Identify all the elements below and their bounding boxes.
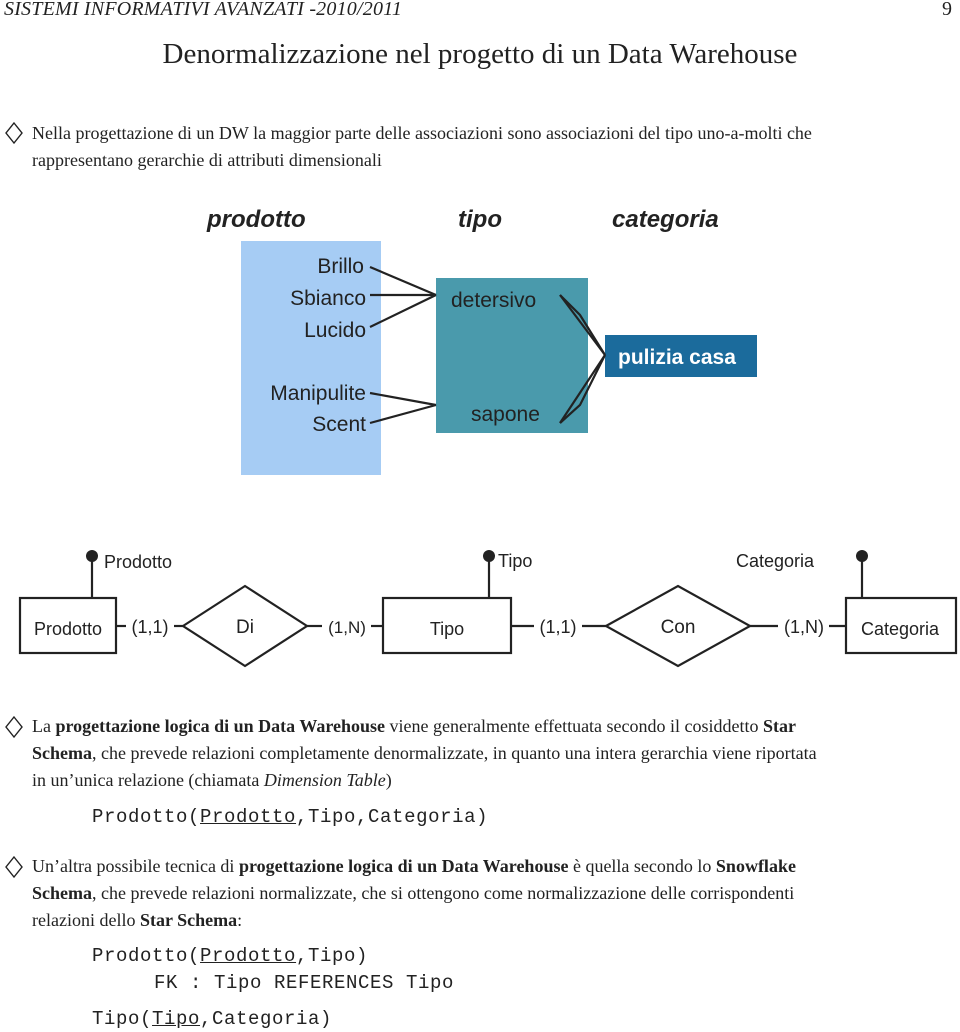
emphasis-text: Schema — [32, 743, 92, 763]
product-label: Lucido — [304, 319, 366, 342]
text-run: viene generalmente effettuata secondo il cosiddetto — [385, 716, 764, 736]
relation-name: Prodotto( — [92, 945, 201, 967]
attribute-dot — [856, 550, 868, 562]
emphasis-text: Snowflake — [715, 856, 796, 876]
type-label: sapone — [471, 403, 540, 426]
product-label: Scent — [312, 413, 366, 436]
attribute-list: ,Categoria) — [200, 1008, 333, 1030]
diamond-bullet-icon — [3, 122, 25, 144]
attribute-dot — [483, 550, 495, 562]
course-header: SISTEMI INFORMATIVI AVANZATI -2010/2011 — [4, 0, 403, 20]
page-title: Denormalizzazione nel progetto di un Data Warehouse — [162, 38, 798, 70]
product-label: Sbianco — [290, 287, 366, 310]
foreign-key-constraint: FK : Tipo REFERENCES Tipo — [154, 972, 455, 994]
attribute-dot — [86, 550, 98, 562]
bullet-text-3 — [32, 853, 957, 934]
relation-label-con: Con — [660, 617, 696, 638]
product-label: Manipulite — [270, 382, 366, 405]
emphasis-text: Star Schema — [139, 910, 238, 930]
attribute-list: ,Tipo) — [296, 945, 369, 967]
emphasis-text: progettazione logica di un Data Warehouse — [238, 856, 569, 876]
text-run: ) — [385, 770, 392, 790]
entity-label-prodotto: Prodotto — [33, 619, 103, 639]
hierarchy-diagram — [0, 195, 960, 485]
emphasis-text: Schema — [32, 883, 92, 903]
text-run: , che prevede relazioni normalizzate, che si ottengono come normalizzazione delle corrispondenti — [92, 883, 795, 903]
page-number: 9 — [942, 0, 952, 20]
bullet-text-2 — [32, 713, 957, 794]
text-run: , che prevede relazioni completamente denormalizzate, in quanto una intera gerarchia viene riportata — [92, 743, 817, 763]
relation-name: Tipo( — [92, 1008, 153, 1030]
cardinality-label: (1,1) — [131, 617, 169, 637]
cardinality-label: (1,N) — [784, 617, 824, 637]
text-run: è quella secondo lo — [568, 856, 716, 876]
relation-name: Prodotto( — [92, 806, 201, 828]
attribute-label-prodotto: Prodotto — [104, 552, 173, 572]
entity-label-categoria: Categoria — [860, 619, 940, 639]
schema-tipo — [92, 1008, 332, 1030]
bullet-text-1 — [32, 120, 957, 174]
attribute-list: ,Tipo,Categoria) — [296, 806, 489, 828]
text-run: La — [32, 716, 56, 736]
product-label: Brillo — [317, 255, 364, 278]
col-header-categoria: categoria — [612, 206, 719, 233]
er-diagram — [0, 540, 960, 680]
text-run: : — [237, 910, 243, 930]
category-label: pulizia casa — [618, 346, 736, 369]
schema-prodotto-denormalized — [92, 806, 488, 828]
primary-key: Prodotto — [200, 945, 297, 967]
attribute-label-tipo: Tipo — [498, 551, 533, 571]
emphasis-text: Star — [763, 716, 797, 736]
text-run: relazioni dello — [32, 910, 140, 930]
bullet1-line1: Nella progettazione di un DW la maggior parte delle associazioni sono associazioni del tipo uno-a-molti che — [32, 123, 812, 143]
cardinality-label: (1,N) — [328, 618, 366, 637]
diamond-bullet-icon — [3, 856, 25, 878]
col-header-tipo: tipo — [458, 206, 502, 233]
relation-label-di: Di — [236, 617, 254, 638]
text-run: Un’altra possibile tecnica di — [32, 856, 239, 876]
emphasis-text: progettazione logica di un Data Warehouse — [55, 716, 385, 736]
type-label: detersivo — [451, 289, 537, 312]
schema-prodotto-snowflake — [92, 945, 368, 967]
attribute-label-categoria: Categoria — [736, 551, 815, 571]
text-run: in un’unica relazione (chiamata — [32, 770, 264, 790]
italic-term: Dimension Table — [263, 770, 386, 790]
bullet1-line2: rappresentano gerarchie di attributi dimensionali — [32, 150, 382, 170]
primary-key: Prodotto — [200, 806, 297, 828]
col-header-prodotto: prodotto — [207, 206, 306, 233]
primary-key: Tipo — [152, 1008, 201, 1030]
entity-label-tipo: Tipo — [429, 619, 465, 639]
cardinality-label: (1,1) — [539, 617, 577, 637]
diamond-bullet-icon — [3, 716, 25, 738]
